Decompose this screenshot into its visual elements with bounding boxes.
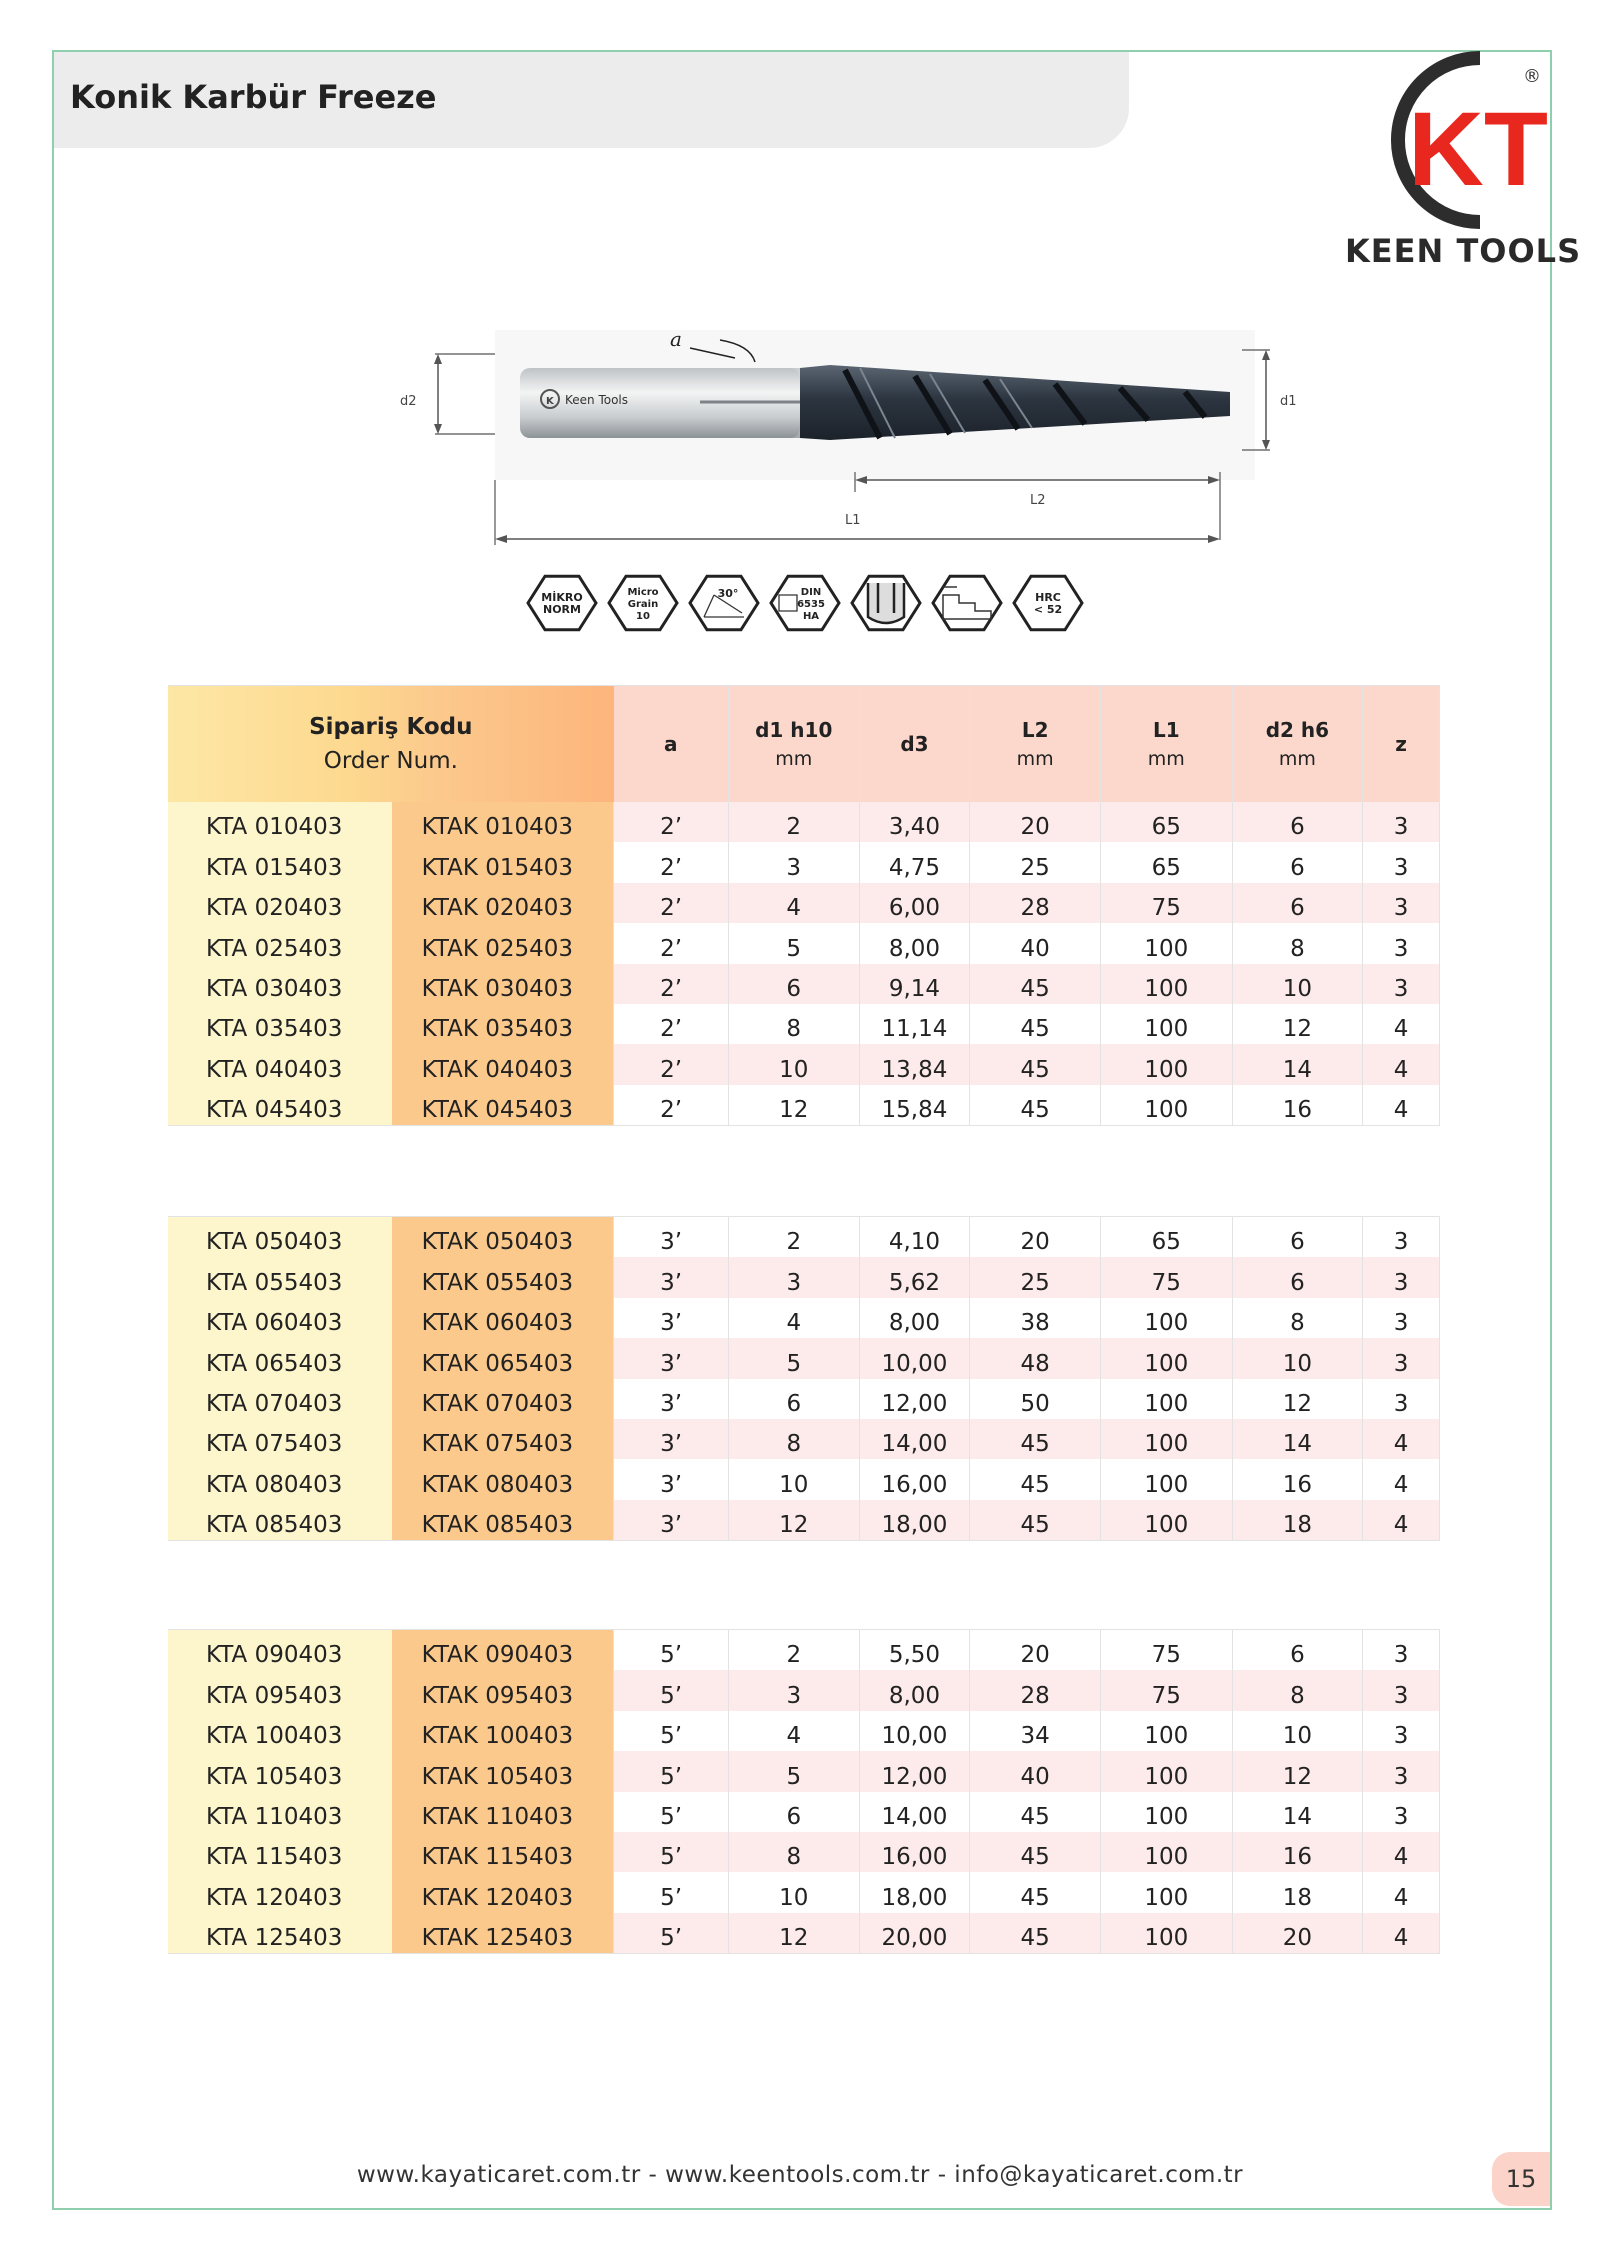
value-cell: 3	[728, 1257, 859, 1297]
value-cell: 100	[1100, 1379, 1232, 1419]
value-cell: 5’	[614, 1872, 729, 1912]
value-cell: 20	[1232, 1913, 1363, 1954]
order-num-cell: KTAK 055403	[392, 1257, 614, 1297]
value-cell: 16,00	[859, 1832, 970, 1872]
table-row	[168, 842, 1440, 882]
col-header-label: L2	[1021, 718, 1049, 742]
order-code-cell: KTA 100403	[168, 1711, 392, 1751]
table-header-row	[168, 686, 1440, 803]
value-cell: 3	[728, 842, 859, 882]
value-cell: 6	[728, 1792, 859, 1832]
value-cell: 45	[970, 1085, 1101, 1126]
value-cell: 16	[1232, 1085, 1363, 1126]
value-cell: 12	[728, 1085, 859, 1126]
order-code-header	[168, 686, 614, 803]
order-code-cell: KTA 085403	[168, 1500, 392, 1541]
product-table-2	[168, 1216, 1440, 1541]
value-cell: 2’	[614, 1004, 729, 1044]
value-cell: 25	[970, 1257, 1101, 1297]
label-d1: d1	[1280, 394, 1297, 409]
table-row	[168, 1832, 1440, 1872]
table-row	[168, 1004, 1440, 1044]
value-cell: 8	[728, 1832, 859, 1872]
table-row	[168, 1500, 1440, 1541]
value-cell: 3	[1363, 1670, 1440, 1710]
value-cell: 65	[1100, 842, 1232, 882]
table-row	[168, 1044, 1440, 1084]
value-cell: 38	[970, 1298, 1101, 1338]
value-cell: 45	[970, 1832, 1101, 1872]
order-code-cell: KTA 110403	[168, 1792, 392, 1832]
value-cell: 45	[970, 1792, 1101, 1832]
value-cell: 10,00	[859, 1338, 970, 1378]
col-header-0	[614, 686, 729, 803]
col-header-unit: mm	[1147, 748, 1185, 770]
col-header-label: z	[1395, 732, 1407, 756]
value-cell: 20	[970, 802, 1101, 842]
value-cell: 2	[728, 802, 859, 842]
label-L2: L2	[1030, 493, 1046, 508]
value-cell: 40	[970, 923, 1101, 963]
helix-30-icon	[690, 576, 758, 630]
svg-text:Grain: Grain	[627, 599, 659, 610]
order-code-cell: KTA 020403	[168, 883, 392, 923]
value-cell: 14	[1232, 1419, 1363, 1459]
table-row	[168, 1379, 1440, 1419]
col-header-6	[1363, 686, 1440, 803]
order-num-cell: KTAK 060403	[392, 1298, 614, 1338]
value-cell: 10,00	[859, 1711, 970, 1751]
order-num-cell: KTAK 045403	[392, 1085, 614, 1126]
order-num-cell: KTAK 085403	[392, 1500, 614, 1541]
value-cell: 5,50	[859, 1630, 970, 1671]
col-header-2	[859, 686, 970, 803]
value-cell: 6	[1232, 1257, 1363, 1297]
col-header-label: a	[664, 732, 678, 756]
col-header-label: d2 h6	[1265, 718, 1330, 742]
value-cell: 8	[1232, 1670, 1363, 1710]
value-cell: 5’	[614, 1913, 729, 1954]
value-cell: 6	[728, 1379, 859, 1419]
col-header-unit: mm	[775, 748, 813, 770]
value-cell: 100	[1100, 1004, 1232, 1044]
page-number: 15	[1492, 2152, 1550, 2206]
table-row	[168, 1298, 1440, 1338]
value-cell: 45	[970, 1044, 1101, 1084]
footer-contact: www.kayaticaret.com.tr - www.keentools.com.tr - info@kayaticaret.com.tr	[356, 2162, 1244, 2188]
order-num-cell: KTAK 020403	[392, 883, 614, 923]
table-row	[168, 964, 1440, 1004]
table-row	[168, 923, 1440, 963]
col-header-5	[1232, 686, 1363, 803]
value-cell: 12	[728, 1500, 859, 1541]
col-header-1	[728, 686, 859, 803]
value-cell: 100	[1100, 1044, 1232, 1084]
value-cell: 3	[1363, 1257, 1440, 1297]
order-num-cell: KTAK 050403	[392, 1217, 614, 1258]
value-cell: 12,00	[859, 1751, 970, 1791]
table-row	[168, 883, 1440, 923]
value-cell: 9,14	[859, 964, 970, 1004]
value-cell: 4	[1363, 1459, 1440, 1499]
label-d2: d2	[400, 394, 417, 409]
value-cell: 15,84	[859, 1085, 970, 1126]
value-cell: 8	[728, 1004, 859, 1044]
col-header-label: L1	[1152, 718, 1180, 742]
value-cell: 18	[1232, 1872, 1363, 1912]
value-cell: 8,00	[859, 1298, 970, 1338]
value-cell: 20,00	[859, 1913, 970, 1954]
svg-text:HRC: HRC	[1035, 591, 1061, 604]
value-cell: 5,62	[859, 1257, 970, 1297]
value-cell: 12	[1232, 1379, 1363, 1419]
label-a: a	[670, 327, 682, 351]
value-cell: 14,00	[859, 1792, 970, 1832]
value-cell: 3’	[614, 1338, 729, 1378]
value-cell: 3,40	[859, 802, 970, 842]
order-num-cell: KTAK 125403	[392, 1913, 614, 1954]
value-cell: 65	[1100, 802, 1232, 842]
value-cell: 3	[1363, 1711, 1440, 1751]
value-cell: 4,10	[859, 1217, 970, 1258]
value-cell: 8	[728, 1419, 859, 1459]
value-cell: 8,00	[859, 1670, 970, 1710]
value-cell: 75	[1100, 1630, 1232, 1671]
value-cell: 100	[1100, 1500, 1232, 1541]
value-cell: 3	[728, 1670, 859, 1710]
value-cell: 4	[1363, 1419, 1440, 1459]
value-cell: 16	[1232, 1832, 1363, 1872]
value-cell: 45	[970, 1004, 1101, 1044]
value-cell: 18,00	[859, 1872, 970, 1912]
tool-drawing	[390, 320, 1320, 560]
order-num-cell: KTAK 025403	[392, 923, 614, 963]
value-cell: 5	[728, 1751, 859, 1791]
value-cell: 45	[970, 1419, 1101, 1459]
value-cell: 20	[970, 1217, 1101, 1258]
order-code-cell: KTA 015403	[168, 842, 392, 882]
value-cell: 2’	[614, 923, 729, 963]
value-cell: 100	[1100, 1872, 1232, 1912]
value-cell: 100	[1100, 1085, 1232, 1126]
col-header-label: d3	[900, 732, 929, 756]
table-row	[168, 1257, 1440, 1297]
value-cell: 45	[970, 1459, 1101, 1499]
value-cell: 4	[1363, 1004, 1440, 1044]
svg-text:6535: 6535	[797, 599, 825, 610]
value-cell: 12,00	[859, 1379, 970, 1419]
value-cell: 3	[1363, 1630, 1440, 1671]
svg-text:NORM: NORM	[543, 603, 581, 616]
value-cell: 3’	[614, 1257, 729, 1297]
value-cell: 4	[1363, 1872, 1440, 1912]
order-num-cell: KTAK 010403	[392, 802, 614, 842]
value-cell: 3	[1363, 842, 1440, 882]
page-title: Konik Karbür Freeze	[70, 78, 437, 116]
order-code-cell: KTA 080403	[168, 1459, 392, 1499]
value-cell: 2’	[614, 883, 729, 923]
value-cell: 75	[1100, 1670, 1232, 1710]
value-cell: 4	[1363, 1913, 1440, 1954]
svg-text:Micro: Micro	[627, 587, 659, 598]
value-cell: 65	[1100, 1217, 1232, 1258]
order-code-cell: KTA 060403	[168, 1298, 392, 1338]
value-cell: 2’	[614, 1044, 729, 1084]
value-cell: 10	[728, 1459, 859, 1499]
value-cell: 2’	[614, 964, 729, 1004]
value-cell: 5’	[614, 1630, 729, 1671]
value-cell: 10	[728, 1872, 859, 1912]
order-num-cell: KTAK 120403	[392, 1872, 614, 1912]
value-cell: 6	[728, 964, 859, 1004]
value-cell: 4	[728, 1298, 859, 1338]
value-cell: 6	[1232, 802, 1363, 842]
svg-text:HA: HA	[802, 611, 820, 622]
value-cell: 100	[1100, 1298, 1232, 1338]
value-cell: 12	[728, 1913, 859, 1954]
table-row	[168, 1872, 1440, 1912]
value-cell: 3	[1363, 883, 1440, 923]
svg-text:MİKRO: MİKRO	[541, 591, 583, 604]
registered-mark: ®	[1523, 66, 1541, 87]
value-cell: 18,00	[859, 1500, 970, 1541]
value-cell: 45	[970, 1872, 1101, 1912]
value-cell: 5	[728, 1338, 859, 1378]
svg-text:< 52: < 52	[1033, 603, 1063, 616]
value-cell: 10	[1232, 1338, 1363, 1378]
value-cell: 8	[1232, 1298, 1363, 1338]
table-row	[168, 1711, 1440, 1751]
svg-text:DIN: DIN	[800, 587, 822, 598]
value-cell: 45	[970, 1500, 1101, 1541]
table-row	[168, 1630, 1440, 1671]
value-cell: 5’	[614, 1751, 729, 1791]
value-cell: 45	[970, 1913, 1101, 1954]
value-cell: 14	[1232, 1792, 1363, 1832]
value-cell: 5’	[614, 1670, 729, 1710]
order-num-cell: KTAK 105403	[392, 1751, 614, 1791]
table-row	[168, 1419, 1440, 1459]
col-header-label: d1 h10	[755, 718, 833, 742]
value-cell: 3	[1363, 1751, 1440, 1791]
order-code-cell: KTA 035403	[168, 1004, 392, 1044]
order-num-cell: KTAK 075403	[392, 1419, 614, 1459]
value-cell: 100	[1100, 1792, 1232, 1832]
value-cell: 6	[1232, 842, 1363, 882]
value-cell: 34	[970, 1711, 1101, 1751]
value-cell: 14,00	[859, 1419, 970, 1459]
order-num-cell: KTAK 095403	[392, 1670, 614, 1710]
value-cell: 3’	[614, 1500, 729, 1541]
value-cell: 4	[1363, 1500, 1440, 1541]
value-cell: 4,75	[859, 842, 970, 882]
value-cell: 20	[970, 1630, 1101, 1671]
value-cell: 4	[728, 1711, 859, 1751]
value-cell: 100	[1100, 964, 1232, 1004]
value-cell: 3’	[614, 1459, 729, 1499]
product-table-3	[168, 1629, 1440, 1954]
value-cell: 100	[1100, 1751, 1232, 1791]
value-cell: 10	[1232, 964, 1363, 1004]
value-cell: 6	[1232, 1630, 1363, 1671]
table-row	[168, 1338, 1440, 1378]
order-code-cell: KTA 030403	[168, 964, 392, 1004]
order-code-cell: KTA 040403	[168, 1044, 392, 1084]
order-code-cell: KTA 075403	[168, 1419, 392, 1459]
table-row	[168, 1751, 1440, 1791]
order-code-cell: KTA 090403	[168, 1630, 392, 1671]
value-cell: 28	[970, 1670, 1101, 1710]
value-cell: 8	[1232, 923, 1363, 963]
value-cell: 2	[728, 1217, 859, 1258]
table-row	[168, 1670, 1440, 1710]
feature-icons	[520, 568, 1090, 638]
value-cell: 5	[728, 923, 859, 963]
order-code-cell: KTA 125403	[168, 1913, 392, 1954]
order-num-cell: KTAK 040403	[392, 1044, 614, 1084]
value-cell: 48	[970, 1338, 1101, 1378]
value-cell: 3	[1363, 1298, 1440, 1338]
value-cell: 3	[1363, 1379, 1440, 1419]
order-num-cell: KTAK 115403	[392, 1832, 614, 1872]
order-code-cell: KTA 010403	[168, 802, 392, 842]
value-cell: 6	[1232, 883, 1363, 923]
value-cell: 2’	[614, 842, 729, 882]
value-cell: 3’	[614, 1217, 729, 1258]
value-cell: 5’	[614, 1792, 729, 1832]
order-code-cell: KTA 065403	[168, 1338, 392, 1378]
value-cell: 2	[728, 1630, 859, 1671]
product-table-1	[168, 685, 1440, 1126]
value-cell: 3’	[614, 1419, 729, 1459]
order-code-label: Sipariş Kodu	[309, 714, 473, 740]
value-cell: 45	[970, 964, 1101, 1004]
order-num-cell: KTAK 100403	[392, 1711, 614, 1751]
col-header-3	[970, 686, 1101, 803]
table-row	[168, 1792, 1440, 1832]
value-cell: 18	[1232, 1500, 1363, 1541]
svg-text:30°: 30°	[717, 587, 739, 600]
order-num-cell: KTAK 035403	[392, 1004, 614, 1044]
value-cell: 75	[1100, 883, 1232, 923]
value-cell: 10	[728, 1044, 859, 1084]
value-cell: 2’	[614, 1085, 729, 1126]
order-num-label: Order Num.	[323, 748, 458, 774]
order-code-cell: KTA 105403	[168, 1751, 392, 1791]
table-row	[168, 802, 1440, 842]
value-cell: 14	[1232, 1044, 1363, 1084]
order-num-cell: KTAK 015403	[392, 842, 614, 882]
value-cell: 100	[1100, 1419, 1232, 1459]
value-cell: 100	[1100, 1338, 1232, 1378]
order-code-cell: KTA 045403	[168, 1085, 392, 1126]
value-cell: 3	[1363, 1217, 1440, 1258]
order-num-cell: KTAK 080403	[392, 1459, 614, 1499]
value-cell: 10	[1232, 1711, 1363, 1751]
din-6535-ha-icon	[771, 576, 839, 630]
value-cell: 50	[970, 1379, 1101, 1419]
value-cell: 6	[1232, 1217, 1363, 1258]
value-cell: 3	[1363, 1338, 1440, 1378]
order-code-cell: KTA 070403	[168, 1379, 392, 1419]
value-cell: 3	[1363, 923, 1440, 963]
value-cell: 12	[1232, 1004, 1363, 1044]
value-cell: 75	[1100, 1257, 1232, 1297]
col-header-4	[1100, 686, 1232, 803]
value-cell: 11,14	[859, 1004, 970, 1044]
value-cell: 2’	[614, 802, 729, 842]
value-cell: 100	[1100, 923, 1232, 963]
table-row	[168, 1085, 1440, 1126]
order-num-cell: KTAK 065403	[392, 1338, 614, 1378]
value-cell: 3’	[614, 1379, 729, 1419]
logo-letters: KT	[1408, 91, 1548, 208]
col-header-unit: mm	[1278, 748, 1316, 770]
order-num-cell: KTAK 110403	[392, 1792, 614, 1832]
value-cell: 16	[1232, 1459, 1363, 1499]
order-code-cell: KTA 095403	[168, 1670, 392, 1710]
label-L1: L1	[845, 513, 861, 528]
value-cell: 12	[1232, 1751, 1363, 1791]
value-cell: 28	[970, 883, 1101, 923]
table-row	[168, 1913, 1440, 1954]
step-shape-icon	[933, 576, 1001, 630]
value-cell: 40	[970, 1751, 1101, 1791]
mikro-norm-icon	[528, 576, 596, 630]
value-cell: 100	[1100, 1711, 1232, 1751]
value-cell: 4	[1363, 1832, 1440, 1872]
order-num-cell: KTAK 090403	[392, 1630, 614, 1671]
svg-text:10: 10	[636, 611, 650, 622]
hrc-icon	[1014, 576, 1082, 630]
value-cell: 4	[1363, 1085, 1440, 1126]
order-code-cell: KTA 050403	[168, 1217, 392, 1258]
value-cell: 100	[1100, 1459, 1232, 1499]
value-cell: 100	[1100, 1832, 1232, 1872]
value-cell: 5’	[614, 1832, 729, 1872]
micro-grain-icon	[609, 576, 677, 630]
order-code-cell: KTA 115403	[168, 1832, 392, 1872]
value-cell: 5’	[614, 1711, 729, 1751]
table-row	[168, 1217, 1440, 1258]
cutting-flute-icon	[852, 576, 920, 630]
value-cell: 3	[1363, 1792, 1440, 1832]
order-num-cell: KTAK 070403	[392, 1379, 614, 1419]
value-cell: 8,00	[859, 923, 970, 963]
col-header-unit: mm	[1016, 748, 1054, 770]
value-cell: 4	[1363, 1044, 1440, 1084]
value-cell: 6,00	[859, 883, 970, 923]
value-cell: 13,84	[859, 1044, 970, 1084]
value-cell: 16,00	[859, 1459, 970, 1499]
value-cell: 25	[970, 842, 1101, 882]
order-code-cell: KTA 055403	[168, 1257, 392, 1297]
svg-text:K: K	[546, 396, 554, 407]
value-cell: 3	[1363, 964, 1440, 1004]
order-num-cell: KTAK 030403	[392, 964, 614, 1004]
value-cell: 3’	[614, 1298, 729, 1338]
value-cell: 4	[728, 883, 859, 923]
value-cell: 100	[1100, 1913, 1232, 1954]
shank-brand: Keen Tools	[565, 393, 629, 407]
brand-name: KEEN TOOLS	[1345, 232, 1582, 270]
order-code-cell: KTA 120403	[168, 1872, 392, 1912]
table-row	[168, 1459, 1440, 1499]
value-cell: 3	[1363, 802, 1440, 842]
order-code-cell: KTA 025403	[168, 923, 392, 963]
